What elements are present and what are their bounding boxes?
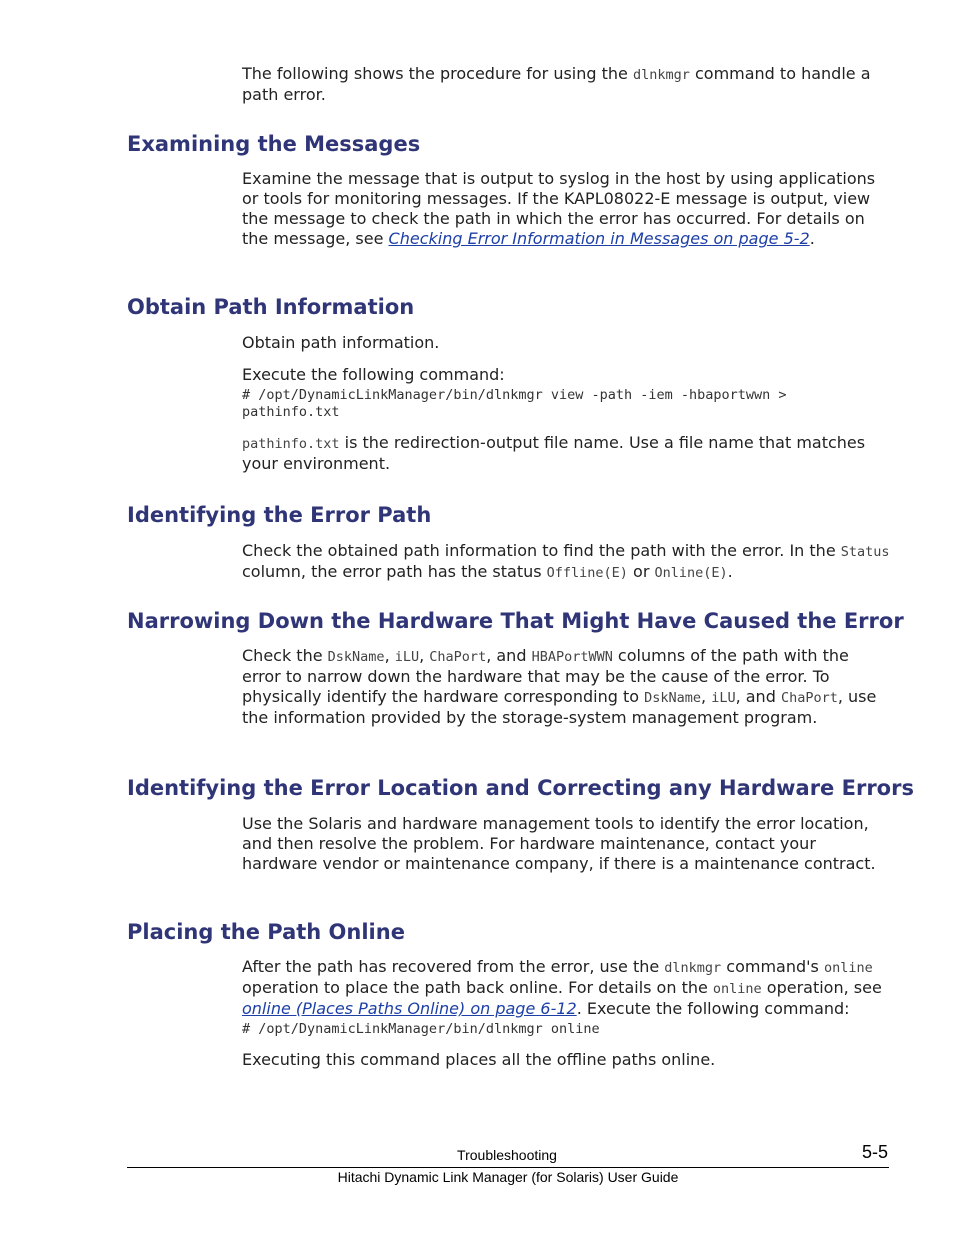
body-text: Check the obtained path information to find the path with the error. In the xyxy=(242,541,841,560)
footer-divider xyxy=(127,1167,889,1168)
column-name-code: iLU xyxy=(711,690,736,706)
column-name-code: iLU xyxy=(394,649,420,665)
body-text: is the redirection-output file name. Use a file name that matches your environment. xyxy=(242,433,866,473)
body-text: . xyxy=(809,229,815,248)
body-text: After the path has recovered from the error, use the xyxy=(242,957,665,976)
body-paragraph: Use the Solaris and hardware management tools to identify the error location, and then resolve the problem. For hardware maintenance, contact your hardware vendor or maintenance company, if there is a maintenance contract. xyxy=(242,814,876,873)
column-name-code: DskName xyxy=(327,649,385,665)
command-example: # /opt/DynamicLinkManager/bin/dlnkmgr online xyxy=(242,1021,600,1037)
body-text: , and xyxy=(735,687,781,706)
section-body-placing-path-online xyxy=(242,957,892,1070)
section-heading-examining-messages: Examining the Messages xyxy=(127,132,421,156)
section-heading-narrowing-down-hardware: Narrowing Down the Hardware That Might Have Caused the Error xyxy=(127,609,904,633)
body-text: , xyxy=(701,687,712,706)
footer-chapter-title: Troubleshooting xyxy=(457,1147,557,1163)
operation-name-code: online xyxy=(712,981,762,997)
column-name-code: DskName xyxy=(644,690,702,706)
section-body-obtain-path-information xyxy=(242,333,892,474)
operation-name-code: online xyxy=(823,960,873,976)
body-text: columns of the path with the error to narrow down the hardware that may be the cause of the error. To physically identify the hardware corresponding to xyxy=(242,646,849,706)
status-value-code: Offline(E) xyxy=(546,565,628,581)
section-body-identifying-error-location xyxy=(242,814,892,874)
body-text: command's xyxy=(721,957,824,976)
command-example: # /opt/DynamicLinkManager/bin/dlnkmgr view -path -iem -hbaportwwn > pathinfo.txt xyxy=(242,387,795,420)
body-text: or xyxy=(627,562,655,581)
body-text: operation, see xyxy=(761,978,882,997)
body-text: operation to place the path back online. For details on the xyxy=(242,978,713,997)
column-name-code: ChaPort xyxy=(780,690,838,706)
intro-paragraph xyxy=(242,64,892,105)
intro-text: The following shows the procedure for using the xyxy=(242,64,633,83)
section-body-examining-messages xyxy=(242,169,892,249)
body-text: column, the error path has the status xyxy=(242,562,547,581)
section-body-narrowing-down-hardware xyxy=(242,646,892,728)
body-text: . Execute the following command: xyxy=(576,999,850,1018)
file-name-code: pathinfo.txt xyxy=(242,436,340,452)
body-paragraph: Obtain path information. xyxy=(242,333,440,352)
column-name-code: Status xyxy=(840,544,890,560)
section-heading-placing-path-online: Placing the Path Online xyxy=(127,920,405,944)
section-heading-identifying-error-location: Identifying the Error Location and Correcting any Hardware Errors xyxy=(127,776,914,800)
body-text: , use the information provided by the storage-system management program. xyxy=(242,687,877,727)
cross-reference-link[interactable]: online (Places Paths Online) on page 6-12 xyxy=(242,999,577,1018)
command-name-code: dlnkmgr xyxy=(664,960,722,976)
footer-page-number: 5-5 xyxy=(861,1142,888,1162)
body-text: , xyxy=(419,646,430,665)
body-text: Check the xyxy=(242,646,328,665)
section-body-identifying-error-path xyxy=(242,541,892,583)
command-name-code: dlnkmgr xyxy=(632,67,690,83)
section-heading-obtain-path-information: Obtain Path Information xyxy=(127,295,415,319)
column-name-code: HBAPortWWN xyxy=(531,649,613,665)
body-text: , and xyxy=(486,646,532,665)
body-text: Examine the message that is output to syslog in the host by using applications or tools for monitoring messages. If the KAPL08022-E message is output, view the message to check the path in which the error has occurred. For details on the message, see xyxy=(242,169,876,248)
footer-book-title: Hitachi Dynamic Link Manager (for Solaris) User Guide xyxy=(337,1169,679,1185)
body-text: . xyxy=(727,562,733,581)
status-value-code: Online(E) xyxy=(654,565,728,581)
body-paragraph: Executing this command places all the offline paths online. xyxy=(242,1050,716,1069)
body-paragraph: Execute the following command: xyxy=(242,365,505,384)
section-heading-identifying-error-path: Identifying the Error Path xyxy=(127,503,432,527)
body-text: , xyxy=(384,646,395,665)
column-name-code: ChaPort xyxy=(429,649,487,665)
intro-text: command to handle a path error. xyxy=(242,64,871,104)
cross-reference-link[interactable]: Checking Error Information in Messages on page 5-2 xyxy=(388,229,810,248)
